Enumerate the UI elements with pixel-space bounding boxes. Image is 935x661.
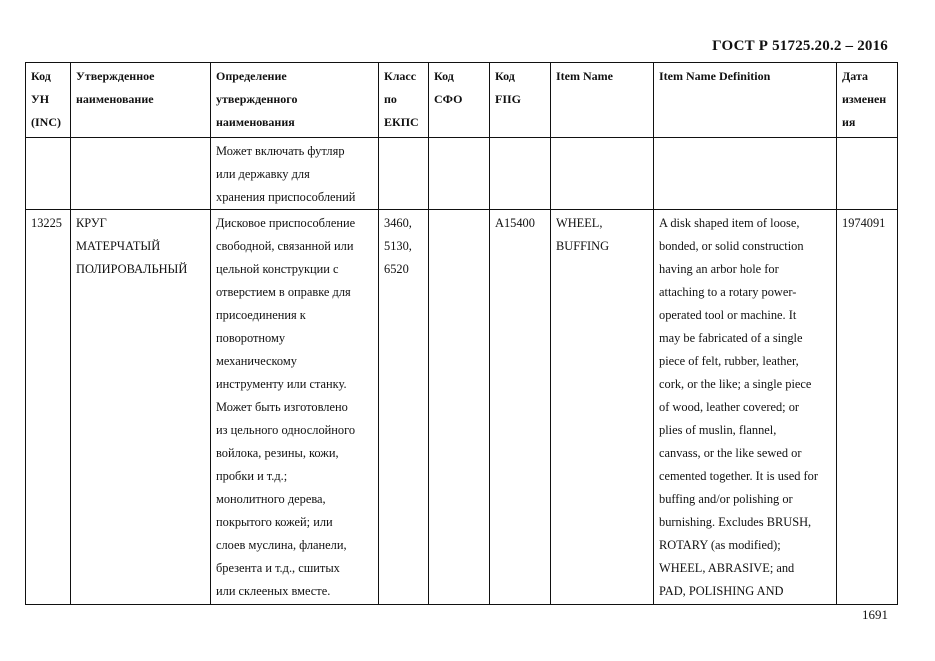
header-change-date: Дата изменен ия [837,63,898,138]
header-sfo-code: Код СФО [429,63,490,138]
page-number: 1691 [862,607,888,622]
header-item-name-definition: Item Name Definition [654,63,837,138]
cell-approved-name [71,138,211,210]
cell-definition: Может включать футляр или державку для хранения приспособлений [211,138,379,210]
table-header-row [26,63,898,138]
cell-inc [26,138,71,210]
header-fiig-code: Код FIIG [490,63,551,138]
cell-fiig-code [490,138,551,210]
document-title: ГОСТ Р 51725.20.2 – 2016 [712,38,888,54]
cell-sfo-code [429,138,490,210]
header-approved-name: Утвержденное наименование [71,63,211,138]
cell-definition: Дисковое приспособление свободной, связанной или цельной конструкции с отверстием в оправке для присоединения к поворотному механическому инструменту или станку. Может быть изготовлено из цельного однослойного войлока, резины, кожи, пробки и т.д.; монолитного дерева, покрытого кожей; или слоев муслина, фланели, брезента и т.д., сшитых или склееных вместе. [211,210,379,605]
header-item-name: Item Name [551,63,654,138]
table-row [26,210,898,605]
table-row [26,138,898,210]
header-definition: Определение утвержденного наименования [211,63,379,138]
header-ekps-class: Класс по ЕКПС [379,63,429,138]
cell-ekps-class [379,138,429,210]
cell-sfo-code [429,210,490,605]
cell-change-date: 1974091 [837,210,898,605]
approved-names-table [25,62,898,605]
cell-item-name-definition: A disk shaped item of loose, bonded, or solid construction having an arbor hole for attaching to a rotary power- operated tool or machine. It may be fabricated of a single piece of felt, rubber, leather, cork, or the like; a single piece of wood, leather covered; or plies of muslin, flannel, canvass, or the like sewed or cemented together. It is used for buffing and/or polishing or burnishing. Excludes BRUSH, ROTARY (as modified); WHEEL, ABRASIVE; and PAD, POLISHING AND [654,210,837,605]
header-inc: Код УН (INC) [26,63,71,138]
cell-item-name: WHEEL, BUFFING [551,210,654,605]
cell-item-name-definition [654,138,837,210]
cell-inc: 13225 [26,210,71,605]
cell-change-date [837,138,898,210]
cell-item-name [551,138,654,210]
cell-fiig-code: A15400 [490,210,551,605]
cell-approved-name: КРУГ МАТЕРЧАТЫЙ ПОЛИРОВАЛЬНЫЙ [71,210,211,605]
cell-ekps-class: 3460, 5130, 6520 [379,210,429,605]
